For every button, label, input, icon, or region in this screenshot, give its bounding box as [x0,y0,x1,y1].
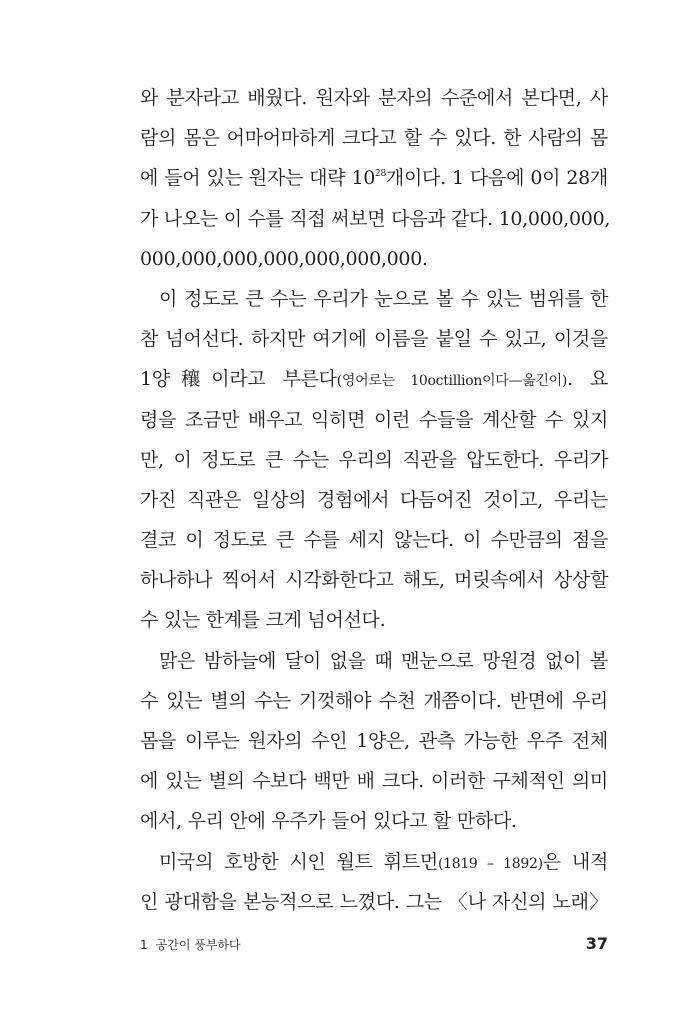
translator-note: (영어로는 10octillion이다—옮긴이) [336,373,568,390]
text-segment: . 요 [567,368,608,391]
text-line: 이 정도로 큰 수는 우리가 눈으로 볼 수 있는 범위를 한 [159,287,608,310]
running-footer [140,936,241,953]
text-line: 인 광대함을 본능적으로 느꼈다. 그는 〈나 자신의 노래〉 [140,890,608,913]
text-segment: 은 내적 [542,850,609,873]
years-note: (1819 – 1892) [437,855,543,872]
text-line [140,842,608,882]
text-line: 참 넘어선다. 하지만 여기에 이름을 붙일 수 있고, 이것을 [140,328,608,351]
page-footer [140,934,608,954]
chapter-title: 공간이 풍부하다 [155,938,241,952]
page-number: 37 [585,934,608,953]
text-segment: 에 들어 있는 원자는 대략 10 [140,167,376,190]
text-line [140,158,608,198]
text-line: 와 분자라고 배웠다. 원자와 분자의 수준에서 본다면, 사 [140,87,608,109]
text-line: 람의 몸은 어마어마하게 크다고 할 수 있다. 한 사람의 몸 [140,127,608,150]
body-text [140,78,611,922]
text-line: 몸을 이루는 원자의 수인 1양은, 관측 가능한 우주 전체 [140,730,608,752]
exponent: 28 [375,169,386,180]
text-line [140,359,608,399]
text-line: 수 있는 한계를 크게 넘어선다. [140,609,386,632]
text-line: 가진 직관은 일상의 경험에서 다듬어진 것이고, 우리는 [140,488,608,511]
text-line: 수 있는 별의 수는 기껏해야 수천 개쯤이다. 반면에 우리 [140,689,608,712]
chapter-number: 1 [140,938,148,952]
text-segment: 1양穰이라고 부른다 [140,368,337,391]
text-segment: 미국의 호방한 시인 월트 휘트먼 [159,850,438,873]
text-line: 에 있는 별의 수보다 백만 배 크다. 이러한 구체적인 의미 [140,770,608,793]
text-segment: 개이다. 1 다음에 0이 28개 [385,167,608,190]
text-line: 령을 조금만 배우고 익히면 이런 수들을 계산할 수 있지 [140,408,608,431]
text-line: 맑은 밤하늘에 달이 없을 때 맨눈으로 망원경 없이 볼 [159,649,608,672]
text-line: 만, 이 정도로 큰 수는 우리의 직관을 압도한다. 우리가 [140,448,608,471]
text-line: 하나하나 찍어서 시각화한다고 해도, 머릿속에서 상상할 [140,569,608,592]
text-line: 가 나오는 이 수를 직접 써보면 다음과 같다. 10,000,000, [140,207,611,230]
text-line: 000,000,000,000,000,000,000. [140,247,428,270]
text-line: 에서, 우리 안에 우주가 들어 있다고 할 만하다. [140,810,517,833]
text-line: 결코 이 정도로 큰 수를 세지 않는다. 이 수만큼의 점을 [140,529,608,552]
